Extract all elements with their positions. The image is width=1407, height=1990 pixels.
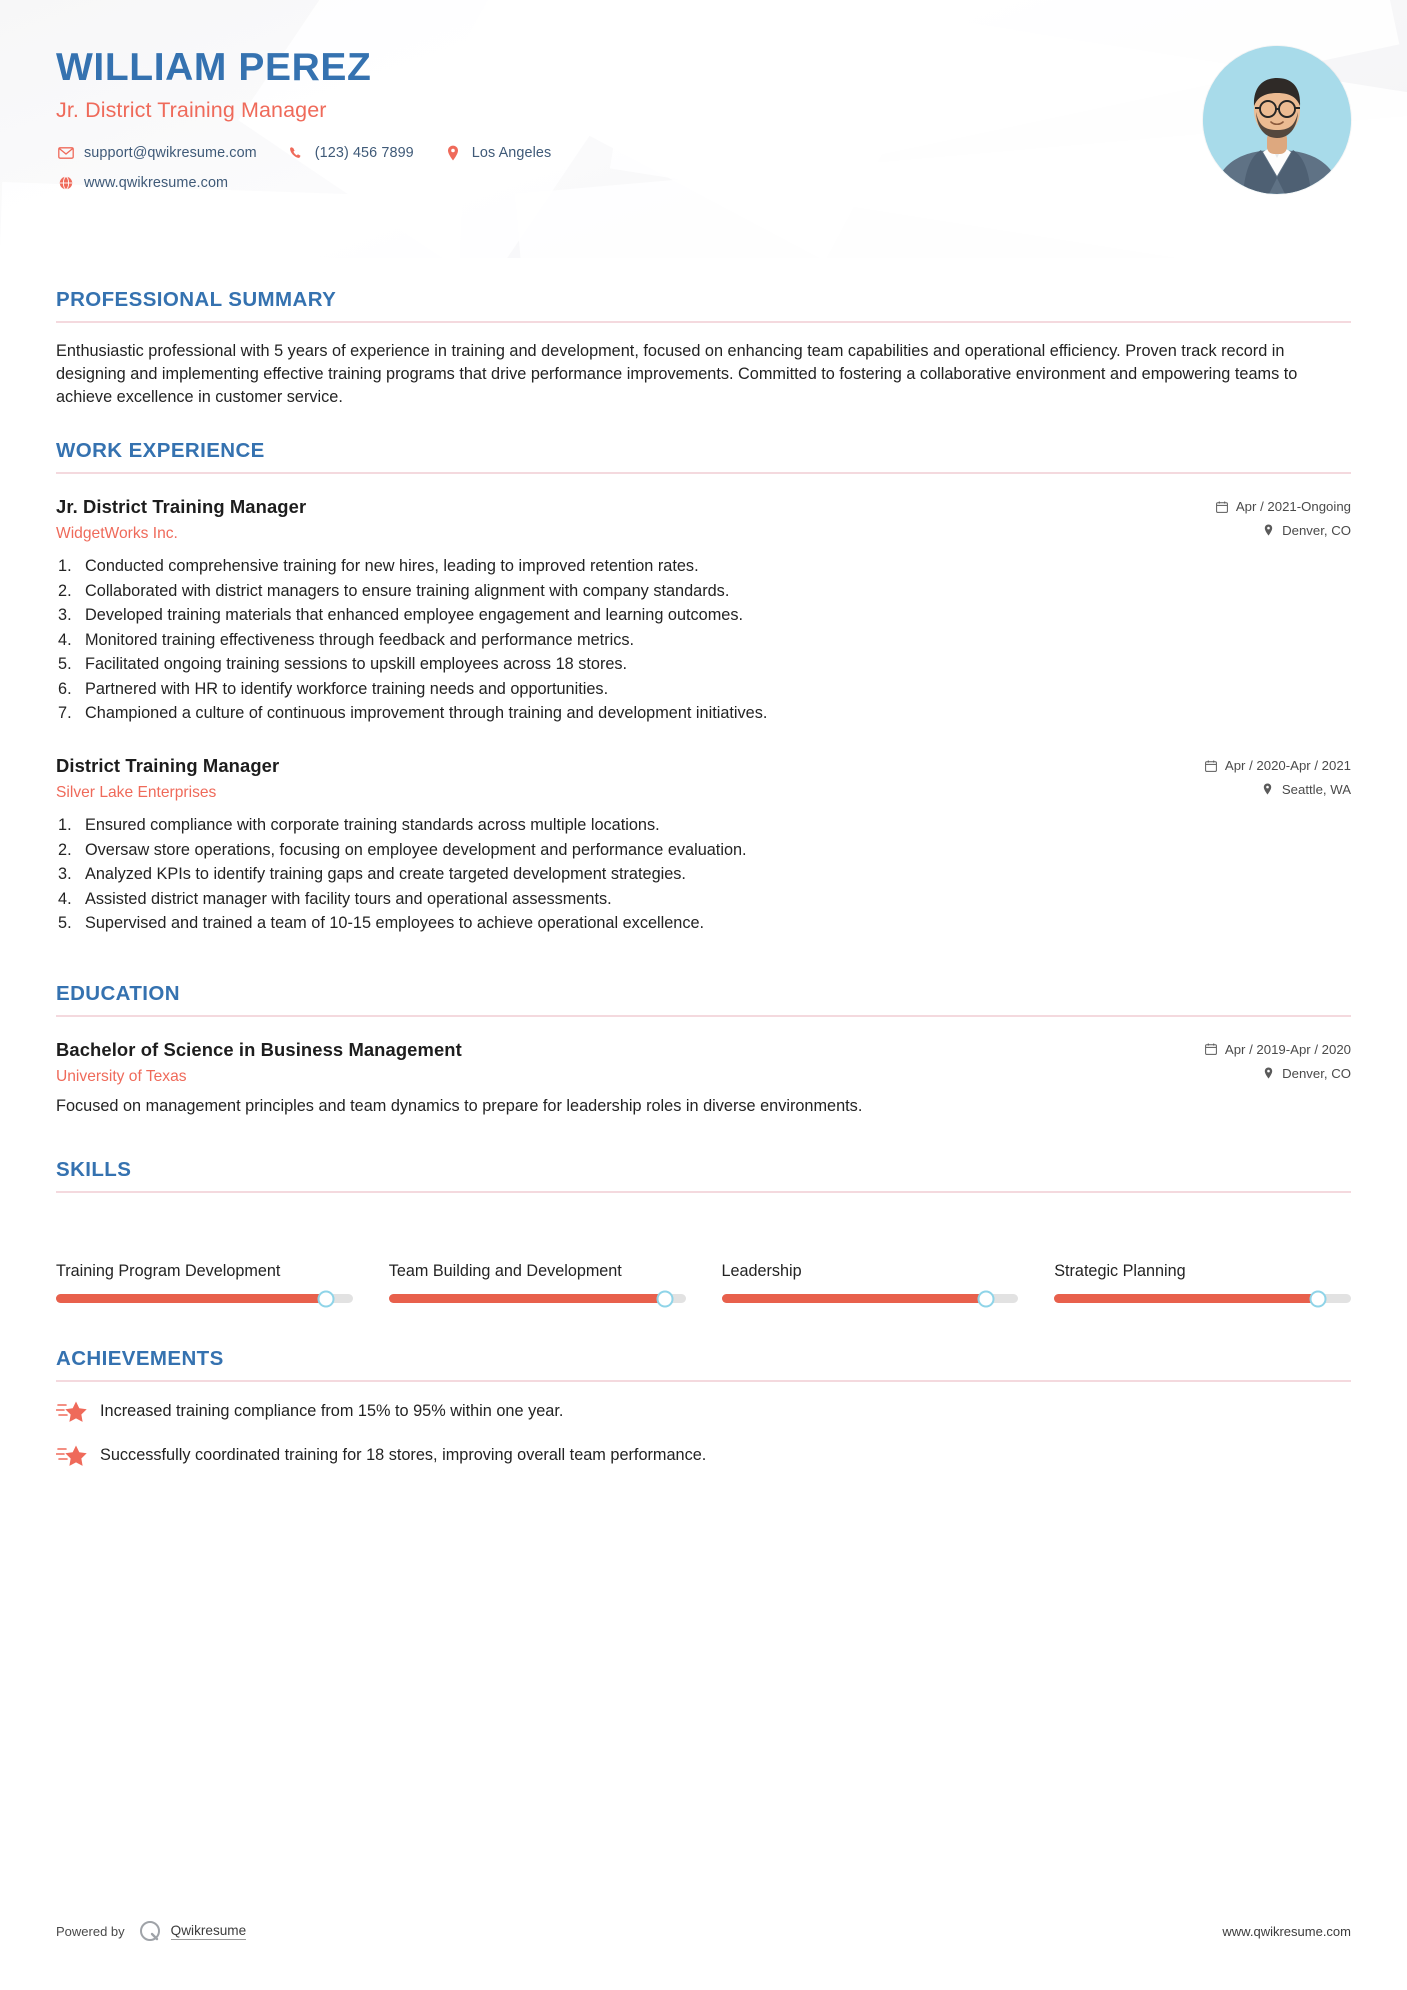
education-location [1204, 1066, 1351, 1081]
section-divider [56, 321, 1351, 323]
skill-label: Strategic Planning [1054, 1262, 1186, 1281]
skill-level-knob[interactable] [1310, 1290, 1327, 1307]
qwikresume-logo-icon [137, 1918, 163, 1944]
list-item: Analyzed KPIs to identify training gaps and create targeted development strategies. [85, 865, 686, 884]
map-pin-icon [1261, 524, 1275, 537]
education-degree: Bachelor of Science in Business Management [56, 1038, 462, 1060]
achievement-text: Successfully coordinated training for 18 stores, improving overall team performance. [100, 1446, 707, 1465]
job-role-subtitle: Jr. District Training Manager [56, 97, 327, 122]
skill-level-knob[interactable] [977, 1290, 994, 1307]
work-entry-company: Silver Lake Enterprises [56, 784, 217, 802]
contact-row-secondary [56, 175, 1407, 191]
contact-website[interactable] [56, 175, 228, 191]
work-entry-location [1215, 523, 1351, 538]
education-location-text: Denver, CO [1282, 1065, 1351, 1081]
section-title-skills: SKILLS [56, 1158, 132, 1182]
phone-icon [287, 146, 306, 160]
section-title-education: EDUCATION [56, 981, 180, 1005]
page-footer [0, 1918, 1407, 1944]
skill-label: Training Program Development [56, 1262, 281, 1281]
list-item: Assisted district manager with facility tours and operational assessments. [85, 889, 612, 908]
skill-item [722, 1211, 1019, 1303]
work-entry-bullets [56, 813, 1351, 935]
section-divider [56, 472, 1351, 474]
footer-powered-by-label: Powered by [56, 1923, 125, 1939]
skill-label: Team Building and Development [388, 1262, 622, 1281]
skill-item [1054, 1211, 1351, 1303]
work-entry [56, 496, 1351, 725]
calendar-icon [1204, 760, 1218, 772]
section-divider [56, 1191, 1351, 1193]
achievements-list [56, 1398, 1351, 1468]
work-entry [56, 755, 1351, 935]
contact-phone-text: (123) 456 7899 [314, 144, 414, 161]
contact-location-text: Los Angeles [471, 144, 552, 161]
education-entry [56, 1039, 1351, 1119]
education-description: Focused on management principles and team dynamics to prepare for leadership roles in diverse environments. [56, 1096, 863, 1115]
work-entry-bullets [56, 554, 1351, 725]
section-skills [56, 1158, 1351, 1303]
envelope-icon [56, 147, 75, 159]
education-date [1204, 1042, 1351, 1057]
work-entry-title: Jr. District Training Manager [56, 496, 307, 518]
map-pin-icon [1261, 783, 1275, 796]
contact-phone[interactable] [287, 145, 414, 161]
section-title-achievements: ACHIEVEMENTS [56, 1347, 224, 1371]
skill-label: Leadership [721, 1262, 802, 1281]
page-title: WILLIAM PEREZ [56, 46, 372, 89]
section-education [56, 982, 1351, 1119]
calendar-icon [1204, 1043, 1218, 1055]
star-award-icon [56, 1399, 88, 1425]
work-entry-date-text: Apr / 2021-Ongoing [1235, 499, 1351, 515]
skill-level-slider[interactable] [1054, 1294, 1351, 1303]
work-entry-title: District Training Manager [56, 755, 280, 777]
section-title-work: WORK EXPERIENCE [56, 439, 265, 463]
section-title-summary: PROFESSIONAL SUMMARY [56, 288, 337, 311]
avatar [1203, 46, 1351, 194]
contact-email[interactable] [56, 145, 257, 161]
skill-level-slider[interactable] [56, 1294, 353, 1303]
achievement-text: Increased training compliance from 15% to 95% within one year. [100, 1402, 564, 1421]
section-divider [56, 1380, 1351, 1382]
education-school: University of Texas [56, 1067, 187, 1085]
summary-paragraph: Enthusiastic professional with 5 years of experience in training and development, focused on enhancing team capabilities and operational efficiency. Proven track record in designing and implementing effective training programs that drive performance improvements. Committed to fostering a collaborative environment and empowering teams to achieve excellence in customer service. [56, 342, 1298, 407]
map-pin-icon [1261, 1067, 1275, 1080]
list-item [56, 1398, 1351, 1424]
education-date-text: Apr / 2019-Apr / 2020 [1224, 1041, 1351, 1057]
avatar-photo [1203, 46, 1351, 194]
list-item: Collaborated with district managers to ensure training alignment with company standards. [85, 581, 730, 600]
skill-level-fill [722, 1294, 986, 1303]
work-entry-location [1204, 782, 1351, 797]
calendar-icon [1215, 501, 1229, 513]
contact-email-text: support@qwikresume.com [84, 144, 257, 161]
section-work-experience [56, 439, 1351, 935]
globe-icon [56, 176, 75, 190]
list-item: Supervised and trained a team of 10-15 employees to achieve operational excellence. [85, 914, 705, 933]
skill-item [56, 1211, 353, 1303]
contact-row-primary [56, 145, 1407, 161]
work-entry-header [56, 496, 1351, 543]
skill-level-knob[interactable] [318, 1290, 335, 1307]
section-divider [56, 1015, 1351, 1017]
section-achievements [56, 1347, 1351, 1468]
footer-powered-by [56, 1918, 246, 1944]
work-entry-date [1204, 758, 1351, 773]
list-item: Developed training materials that enhanced employee engagement and learning outcomes. [85, 606, 744, 625]
work-entry-date [1215, 499, 1351, 514]
list-item: Facilitated ongoing training sessions to upskill employees across 18 stores. [85, 655, 628, 674]
list-item: Oversaw store operations, focusing on employee development and performance evaluation. [85, 840, 747, 859]
map-pin-icon [444, 145, 463, 161]
list-item: Championed a culture of continuous improvement through training and development initiatives. [85, 704, 768, 723]
section-professional-summary [56, 288, 1351, 409]
work-entry-date-text: Apr / 2020-Apr / 2021 [1224, 758, 1351, 774]
star-award-icon [56, 1443, 88, 1469]
skill-level-slider[interactable] [389, 1294, 686, 1303]
skill-level-knob[interactable] [656, 1290, 673, 1307]
skill-item [389, 1211, 686, 1303]
resume-header [0, 0, 1407, 258]
skill-level-fill [1054, 1294, 1318, 1303]
work-entry-company: WidgetWorks Inc. [56, 525, 178, 543]
contact-website-text: www.qwikresume.com [84, 174, 229, 191]
list-item: Conducted comprehensive training for new hires, leading to improved retention rates. [85, 557, 699, 576]
list-item: Partnered with HR to identify workforce training needs and opportunities. [85, 679, 609, 698]
education-entry-header [56, 1039, 1351, 1086]
work-entry-header [56, 755, 1351, 802]
resume-body [0, 288, 1407, 1468]
skill-level-slider[interactable] [722, 1294, 1019, 1303]
list-item: Monitored training effectiveness through feedback and performance metrics. [85, 630, 635, 649]
footer-website[interactable]: www.qwikresume.com [1222, 1923, 1351, 1939]
skill-level-fill [389, 1294, 665, 1303]
contact-location [444, 145, 552, 161]
footer-brand-link[interactable]: Qwikresume [170, 1922, 247, 1938]
skills-grid [56, 1211, 1351, 1303]
work-entry-location-text: Denver, CO [1282, 523, 1351, 539]
work-entry-location-text: Seattle, WA [1281, 782, 1351, 798]
list-item: Ensured compliance with corporate training standards across multiple locations. [85, 816, 660, 835]
list-item [56, 1442, 1351, 1468]
skill-level-fill [56, 1294, 326, 1303]
